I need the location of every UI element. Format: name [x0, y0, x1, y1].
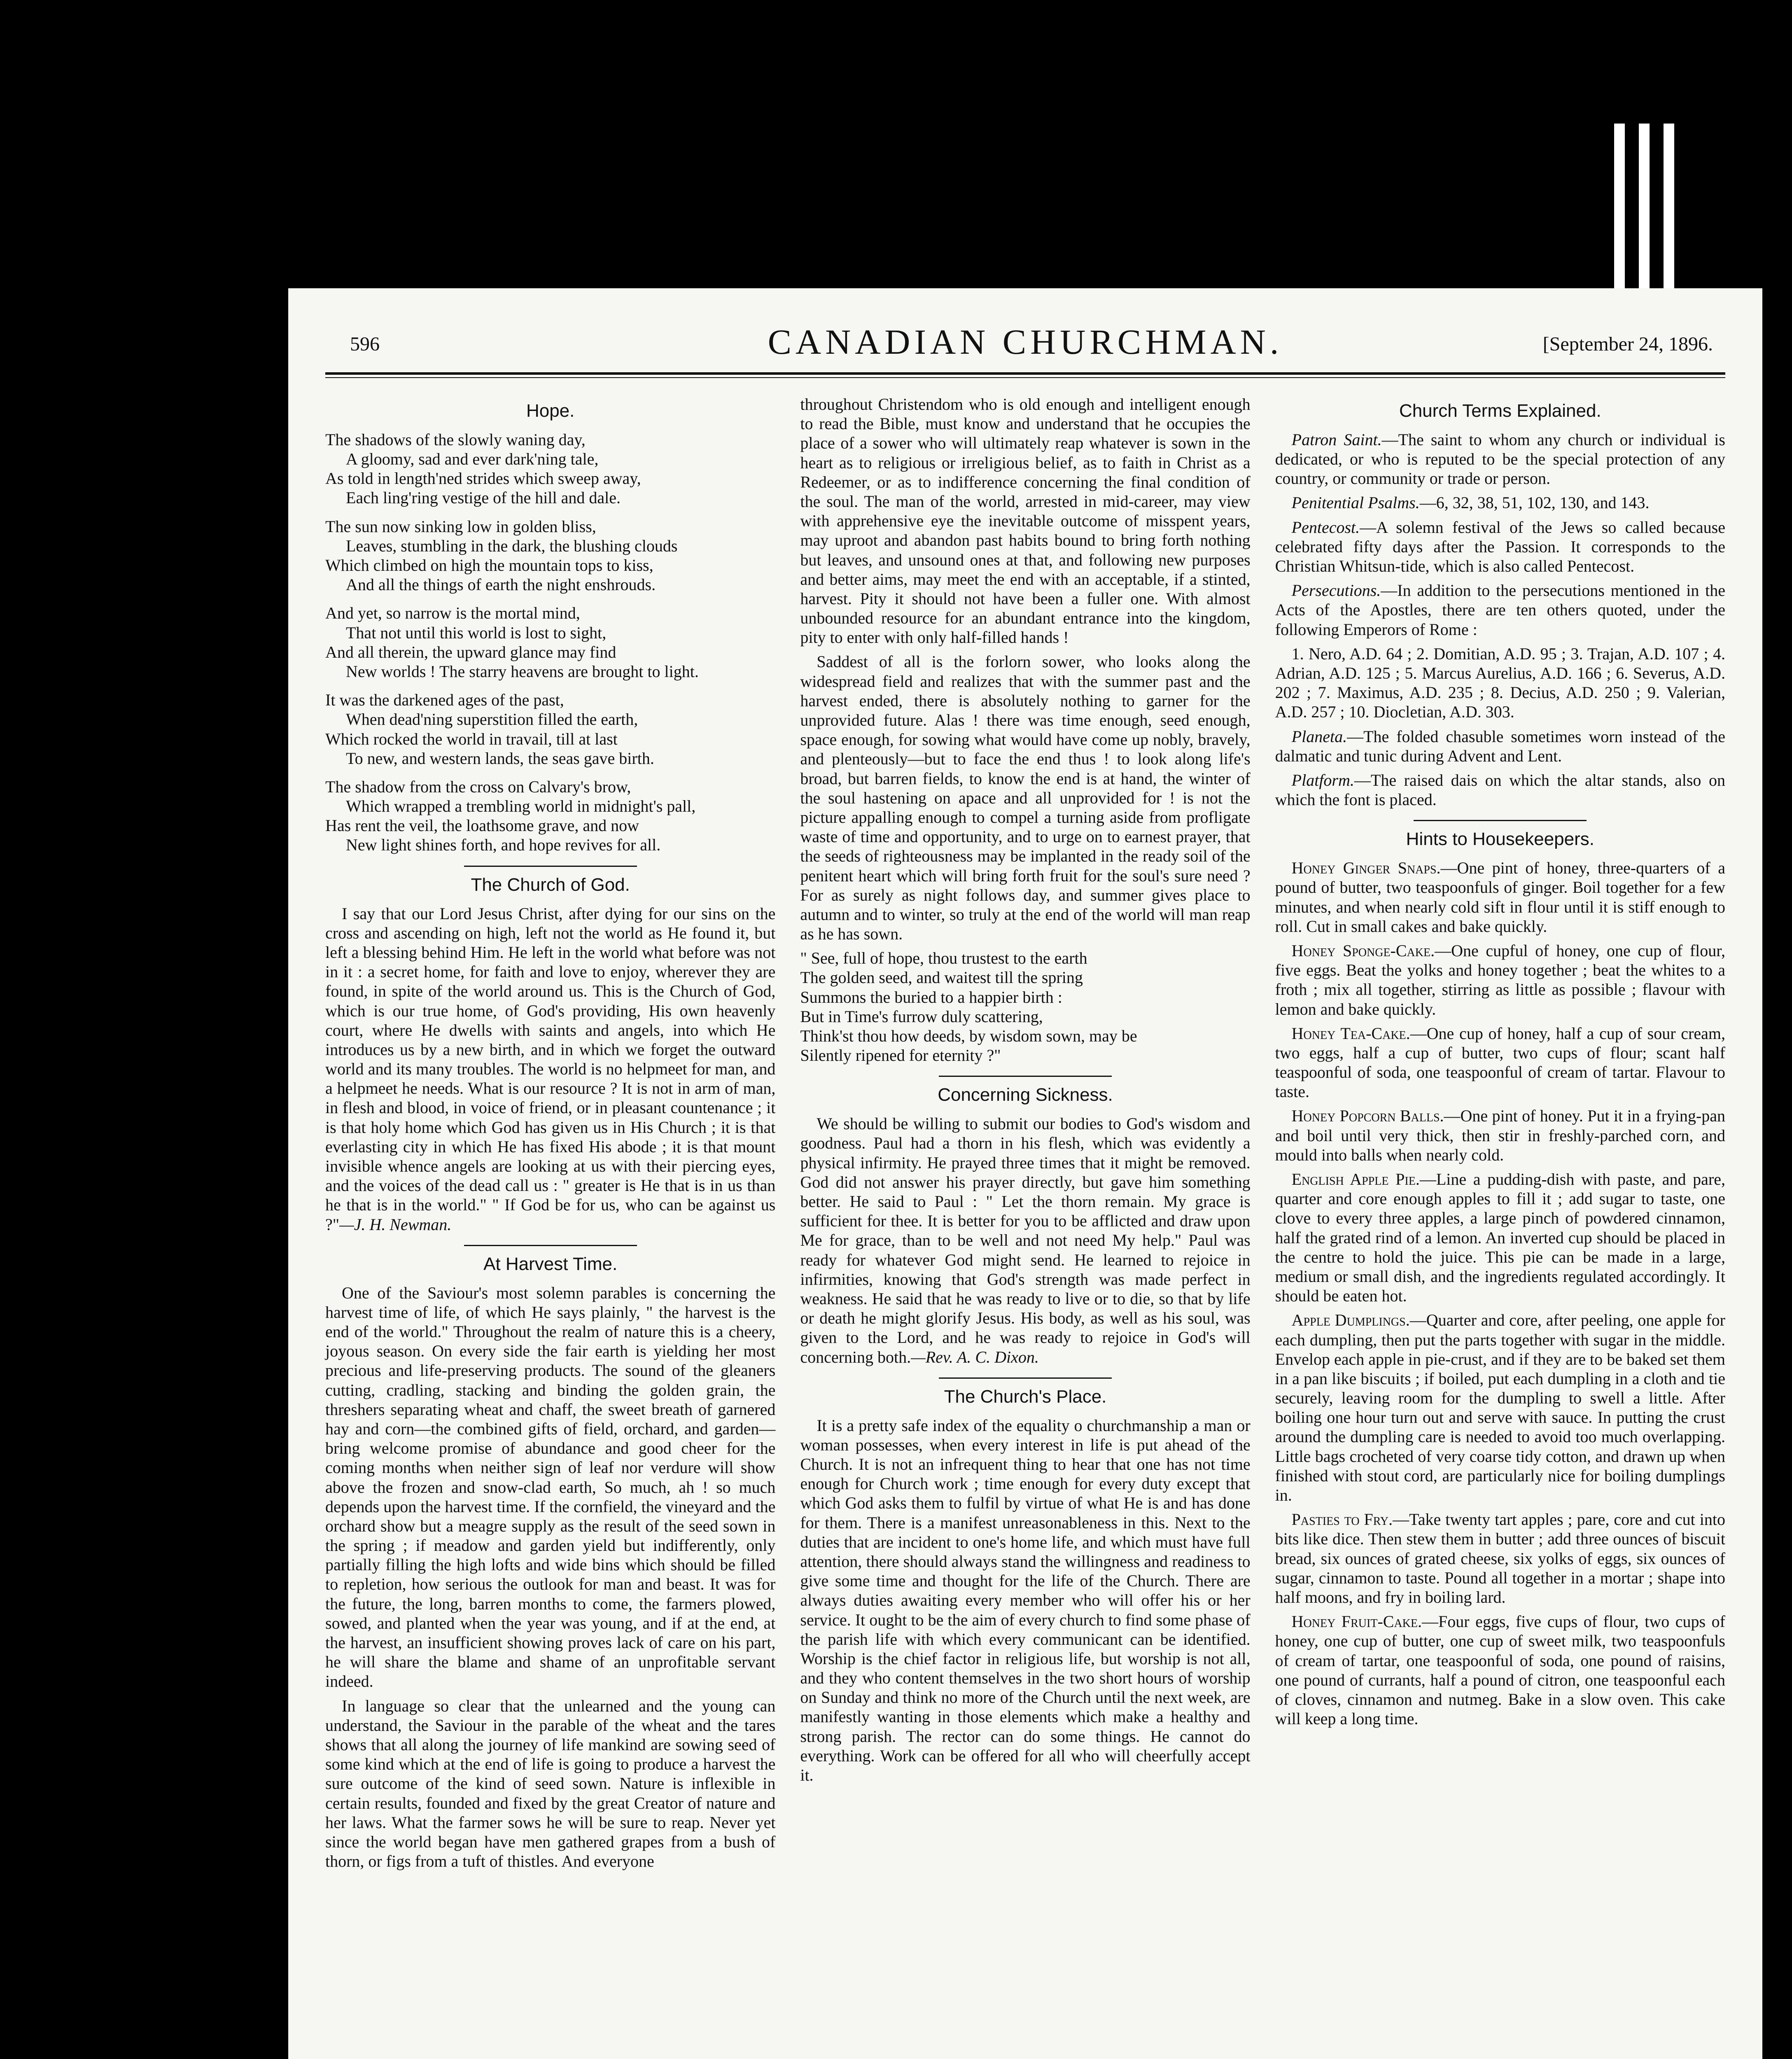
poem-line: That not until this world is lost to sight, — [346, 623, 607, 642]
term-name: Planeta. — [1291, 727, 1347, 746]
poem-line: The shadow from the cross on Calvary's brow, — [325, 777, 631, 796]
harvest-title: At Harvest Time. — [483, 1254, 618, 1274]
header-rule — [325, 372, 1725, 375]
section-rule — [464, 1245, 637, 1246]
recipe-entry — [1275, 1310, 1725, 1505]
poem-line: Has rent the veil, the loathsome grave, and now — [325, 816, 639, 835]
recipe-text: —One pint of honey, three-quarters of a pound of butter, two teaspoonfuls of ginger. Boil together for a few minutes, and when nearly cold sift in flour until it is stiff enough to roll. Cut in small cakes and bake quickly. — [1275, 859, 1725, 936]
church-terms-title: Church Terms Explained. — [1399, 401, 1601, 421]
recipe-entry — [1275, 1024, 1725, 1102]
body-text: We should be willing to submit our bodies to God's wisdom and goodness. Paul had a thorn in his flesh, which was evidently a physical infirmity. He prayed three times that it might be removed. God did not answer his prayer directly, but gave him something better. He said to Paul : " Let the thorn remain. My grace is sufficient for thee. It is better for you to be afflicted and draw upon Me for grace, than to be well and not need My help." Paul was ready for whatever God might send. He learned to rejoice in infirmities, knowing that God's strength was made perfect in weakness. He said that he was ready to live or to die, so that by life or death he might glorify Jesus. His body, as well as his soul, was given to the Lord, and he was ready to rejoice in God's will concerning both. — [800, 1114, 1251, 1366]
harvest-continued: throughout Christendom who is old enough and intelligent enough to read the Bible, must know and understand that he occupies the place of a sower who will ultimately reap whatever is sown in the heart as to religious or irreligious belief, as to faith in Christ as a Redeemer, or as to indifference concerning the final condition of the soul. The man of the world, arrested in mid-career, may view with apprehensive eye the inevitable outcome of misspent years, may uproot and abandon past habits bound to bring forth nothing but leaves, and unsound ones at that, and following new purposes and better aims, may meet the end with an acceptable, if a stinted, harvest. Pity it should not have been a fuller one. With almost unbounded resource for an abundant entrance into the kingdom, pity to enter with only half-filled hands ! — [800, 395, 1251, 647]
term-entry — [1275, 770, 1725, 809]
church-place-title: The Church's Place. — [944, 1386, 1107, 1407]
signature: —Rev. A. C. Dixon. — [911, 1347, 1039, 1366]
verse-line: Silently ripened for eternity ?" — [800, 1046, 1001, 1065]
poem-line: To new, and western lands, the seas gave birth. — [346, 749, 654, 768]
poem-line: Leaves, stumbling in the dark, the blushing clouds — [346, 536, 678, 555]
signature: —J. H. Newman. — [339, 1215, 452, 1234]
verse-line: Think'st thou how deeds, by wisdom sown, may be — [800, 1027, 1137, 1045]
recipe-list — [1275, 858, 1725, 1728]
harvest-paragraph: One of the Saviour's most solemn parables is concerning the harvest time of life, of which He says plainly, " the harvest is the end of the world." Throughout the realm of nature this is a cheery, joyous season. On every side the fair earth is yielding her most precious and life-preserving products. The sound of the gleaners cutting, cradling, stacking and binding the golden grain, the threshers separating wheat and chaff, the sweet breath of garnered hay and corn—the combined gifts of field, orchard, and garden—bring welcome promise of abundance and good cheer for the coming months when neither sign of leaf nor verdure will show above the frozen and snow-clad earth, So much, ah ! so much depends upon the harvest time. If the cornfield, the vineyard and the orchard show but a meagre supply as the result of the seed sown in the spring ; if meadow and garden yield but indifferently, only partially filling the high lofts and wide bins which should be filled to repletion, how serious the outlook for man and beast. It was for the future, the long, barren months to come, the farmers plowed, sowed, and planted when the year was young, and if at the end, at the harvest, an insufficient showing proves lack of care on his part, he will share the blame and shame of an unprofitable servant indeed. — [325, 1283, 776, 1691]
recipe-name: Honey Sponge-Cake. — [1291, 941, 1435, 960]
poem-line: And yet, so narrow is the mortal mind, — [325, 604, 580, 623]
recipe-text: —Quarter and core, after peeling, one apple for each dumpling, then put the parts together with sugar in the middle. Envelop each apple in pie-crust, and if they are to be baked set them in a pan like biscuits ; if boiled, put each dumpling in a cloth and tie securely, leaving room for the dumpling to swell a little. After boiling one hour turn out and serve with sauce. In putting the crust around the dumpling care is needed to avoid too much overlapping. Little bags crocheted of very coarse tidy cotton, and drawn up when finished with stout cord, are particularly nice for boiling dumplings in. — [1275, 1311, 1725, 1504]
issue-date: [September 24, 1896. — [1542, 333, 1713, 355]
recipe-entry — [1275, 1612, 1725, 1728]
column-2 — [800, 395, 1250, 1876]
term-name: Persecutions. — [1291, 581, 1381, 600]
harvest-paragraph: In language so clear that the unlearned and the young can understand, the Saviour in the parable of the wheat and the tares shows that all along the journey of life mankind are sowing seed of some kind which at the end of life is going to produce a harvest the sure outcome of the kind of seed sown. Nature is inflexible in certain results, founded and fixed by the great Creator of nature and her laws. What the farmer sows he will be sure to reap. Never yet since the world began have men gathered grapes from a bush of thorn, or figs from a tuft of thistles. And everyone — [325, 1696, 776, 1871]
recipe-entry — [1275, 941, 1725, 1019]
poem-line: New worlds ! The starry heavens are brought to light. — [346, 662, 699, 681]
page-header — [325, 321, 1725, 371]
poem-line: It was the darkened ages of the past, — [325, 691, 564, 710]
section-rule — [1414, 820, 1587, 821]
term-entry — [1275, 644, 1725, 722]
recipe-entry — [1275, 1106, 1725, 1165]
poem-line: As told in length'ned strides which sweep away, — [325, 469, 641, 488]
hope-poem — [325, 430, 775, 855]
poem-stanza — [325, 690, 775, 768]
term-entry — [1275, 430, 1725, 488]
recipe-text: —One pint of honey. Put it in a frying-pan and boil until very thick, then stir in freshly-parched corn, and mould into balls when nearly cold. — [1275, 1107, 1725, 1164]
poem-line: And all the things of earth the night enshrouds. — [346, 575, 656, 594]
poem-line: New light shines forth, and hope revives for all. — [346, 836, 661, 854]
verse-line: But in Time's furrow duly scattering, — [800, 1007, 1043, 1026]
recipe-text: —One cupful of honey, one cup of flour, five eggs. Beat the yolks and honey together ; beat the whites to a froth ; mix all together, stirring as little as possible ; flavour with lemon and bake quickly. — [1275, 941, 1725, 1018]
poem-line: The shadows of the slowly waning day, — [325, 430, 586, 449]
poem-stanza — [325, 430, 775, 508]
newspaper-page — [288, 288, 1762, 2059]
recipe-text: —One cup of honey, half a cup of sour cream, two eggs, half a cup of butter, two cups of flour; scant half teaspoonful of soda, one teaspoonful of cream of tartar. Flavour to taste. — [1275, 1024, 1725, 1101]
recipe-name: Honey Ginger Snaps. — [1291, 859, 1441, 878]
recipe-name: Honey Fruit-Cake. — [1291, 1612, 1422, 1631]
harvest-verse — [800, 948, 1250, 1065]
poem-line: Which rocked the world in travail, till at last — [325, 729, 618, 748]
section-rule — [464, 866, 637, 867]
term-text: —6, 32, 38, 51, 102, 130, and 143. — [1419, 493, 1650, 512]
article-columns — [325, 395, 1725, 1876]
term-name: Patron Saint. — [1291, 430, 1382, 449]
hope-title: Hope. — [526, 401, 575, 421]
poem-line: A gloomy, sad and ever dark'ning tale, — [346, 450, 599, 469]
term-text: —The folded chasuble sometimes worn instead of the dalmatic and tunic during Advent and Lent. — [1275, 727, 1725, 765]
poem-stanza — [325, 517, 775, 595]
column-1 — [325, 395, 775, 1876]
body-text: I say that our Lord Jesus Christ, after dying for our sins on the cross and ascending on high, left not the world as He found it, but left a blessing behind Him. He left in the world what before was not in it : a secret home, for faith and love to enjoy, wherever they are found, in spite of the world around us. This is the Church of God, which is our true home, of God's providing, His own heavenly court, where He dwells with saints and angels, into which He introduces us by a new birth, and in which we forget the outward world and its many troubles. The world is no helpmeet for man, and a helpmeet he needs. What is our resource ? It is not in arm of man, in flesh and blood, in voice of friend, or in pleasant countenance ; it is that holy home which God has given us in His Church ; it is that everlasting city in which He has fixed His abode ; it is that mount invisible whence angels are looking at us with their piercing eyes, and the voices of the dead call us : " greater is He that is in us than he that is in the world." " If God be for us, who can be against us ?" — [325, 904, 776, 1234]
term-name: Pentecost. — [1291, 518, 1360, 537]
term-text: —The saint to whom any church or individual is dedicated, or who is reputed to be the special protection of any country, or community or trade or person. — [1275, 430, 1725, 488]
term-entry — [1275, 518, 1725, 576]
term-entry — [1275, 493, 1725, 512]
section-rule — [939, 1076, 1112, 1077]
recipe-name: Pasties to Fry. — [1291, 1510, 1393, 1529]
recipe-name: Honey Popcorn Balls. — [1291, 1107, 1444, 1125]
masthead-title: CANADIAN CHURCHMAN. — [768, 322, 1283, 362]
poem-line: When dead'ning superstition filled the earth, — [346, 710, 638, 729]
term-text: 1. Nero, A.D. 64 ; 2. Domitian, A.D. 95 ; 3. Trajan, A.D. 107 ; 4. Adrian, A.D. 125 ; 5. Marcus Aurelius, A.D. 166 ; 6. Severus, A.D. 202 ; 7. Maximus, A.D. 235 ; 8. Decius, A.D. 250 ; 9. Valerian, A.D. 257 ; 10. Diocletian, A.D. 303. — [1275, 644, 1725, 721]
sickness-text — [800, 1114, 1250, 1366]
poem-line: Which wrapped a trembling world in midnight's pall, — [346, 797, 696, 816]
column-3 — [1275, 395, 1725, 1876]
church-of-god-text — [325, 904, 775, 1234]
recipe-name: Apple Dumplings. — [1291, 1311, 1410, 1330]
recipe-entry — [1275, 1510, 1725, 1607]
header-rule-thin — [325, 377, 1725, 378]
page-number: 596 — [350, 333, 380, 355]
term-text: —The raised dais on which the altar stands, also on which the font is placed. — [1275, 770, 1725, 809]
recipe-entry — [1275, 858, 1725, 936]
verse-line: " See, full of hope, thou trustest to the earth — [800, 949, 1087, 968]
recipe-name: English Apple Pie. — [1291, 1170, 1420, 1188]
recipe-text: —Line a pudding-dish with paste, and pare, quarter and core enough apples to fill it ; add sugar to taste, one clove to every three apples, a large pinch of powdered cinnamon, half the grated rind of a lemon. An inverted cup should be placed in the centre to hold the juice. This pie can be made in a large, medium or small dish, and the ingredients regulated accordingly. It should be eaten hot. — [1275, 1170, 1725, 1305]
harvest-paragraph: Saddest of all is the forlorn sower, who looks along the widespread field and realizes that with the summer past and the harvest ended, there is absolutely nothing to garner for the unprovided future. Alas ! there was time enough, seed enough, space enough, for sowing what would have come up nobly, bravely, and plenteously—but to face the end thus ! to look along life's broad, but barren fields, to know the end is at hand, the winter of the soul hastening on apace and all unprovided for ! is not the picture appalling enough to compel a turning aside from profligate waste of time and opportunity, and to urge on to earnest prayer, that the seeds of righteousness may be implanted in the ready soil of the penitent heart which will bring forth fruit for the soul's sure need ? For as surely as night follows day, and summer gives place to autumn and to winter, so truly at the end of the world will man reap as he has sown. — [800, 652, 1251, 943]
poem-line: Each ling'ring vestige of the hill and dale. — [346, 488, 621, 507]
poem-stanza — [325, 603, 775, 681]
recipe-entry — [1275, 1170, 1725, 1305]
verse-line: The golden seed, and waitest till the spring — [800, 968, 1083, 987]
poem-stanza — [325, 777, 775, 855]
term-name: Penitential Psalms. — [1291, 493, 1420, 512]
recipe-name: Honey Tea-Cake. — [1291, 1024, 1410, 1043]
term-entry — [1275, 581, 1725, 639]
section-rule — [939, 1377, 1112, 1379]
church-place-text: It is a pretty safe index of the equality o churchmanship a man or woman possesses, when every interest in life is put ahead of the Church. It is not an infrequent thing to hear that one has not time enough for Church work ; time enough for every duty except that which God asks them to fulfil by virtue of what He is and has done for them. There is a manifest unreasonableness in this. Next to the duties that are incident to one's home life, and which must have full attention, there should always stand the willingness and readiness to give some time and thought for the life of the Church. There are always duties awaiting every member who will offer his or her service. It ought to be the aim of every church to find some phase of the parish life with which every communicant can be identified. Worship is the chief factor in religious life, but worship is not all, and they who content themselves in the two short hours of worship on Sunday and think no more of the Church until the next week, are manifestly wanting in those elements which make a healthy and strong parish. The rector can do some things. He cannot do everything. Work can be offered for all who will cheerfully accept it. — [800, 1416, 1251, 1784]
poem-line: Which climbed on high the mountain tops to kiss, — [325, 556, 653, 575]
term-name: Platform. — [1291, 770, 1354, 789]
recipe-text: —Four eggs, five cups of flour, two cups of honey, one cup of butter, one cup of sweet milk, two teaspoonfuls of cream of tartar, one teaspoonful of soda, one pound of raisins, one pound of currants, half a pound of citron, one teaspoonful each of cloves, cinnamon and nutmeg. Bake in a slow oven. This cake will keep a long time. — [1275, 1612, 1725, 1728]
term-text: —A solemn festival of the Jews so called because celebrated fifty days after the Passion. It corresponds to the Christian Whitsun-tide, which is also called Pentecost. — [1275, 518, 1725, 576]
hints-title: Hints to Housekeepers. — [1406, 829, 1594, 850]
poem-line: The sun now sinking low in golden bliss, — [325, 517, 596, 536]
term-text: —In addition to the persecutions mentioned in the Acts of the Apostles, there are ten others quoted, under the following Emperors of Rome : — [1275, 581, 1725, 639]
verse-line: Summons the buried to a happier birth : — [800, 987, 1062, 1006]
recipe-text: —Take twenty tart apples ; pare, core and cut into bits like dice. Then stew them in butter ; add three ounces of biscuit bread, six ounces of grated cheese, six yolks of eggs, six ounces of sugar, cinnamon to taste. Pound all together in a mortar ; shape into half moons, and fry in boiling lard. — [1275, 1510, 1725, 1606]
sickness-title: Concerning Sickness. — [938, 1085, 1113, 1105]
poem-line: And all therein, the upward glance may find — [325, 642, 616, 661]
church-of-god-title: The Church of God. — [471, 874, 630, 895]
church-terms-list — [1275, 430, 1725, 809]
term-entry — [1275, 727, 1725, 766]
